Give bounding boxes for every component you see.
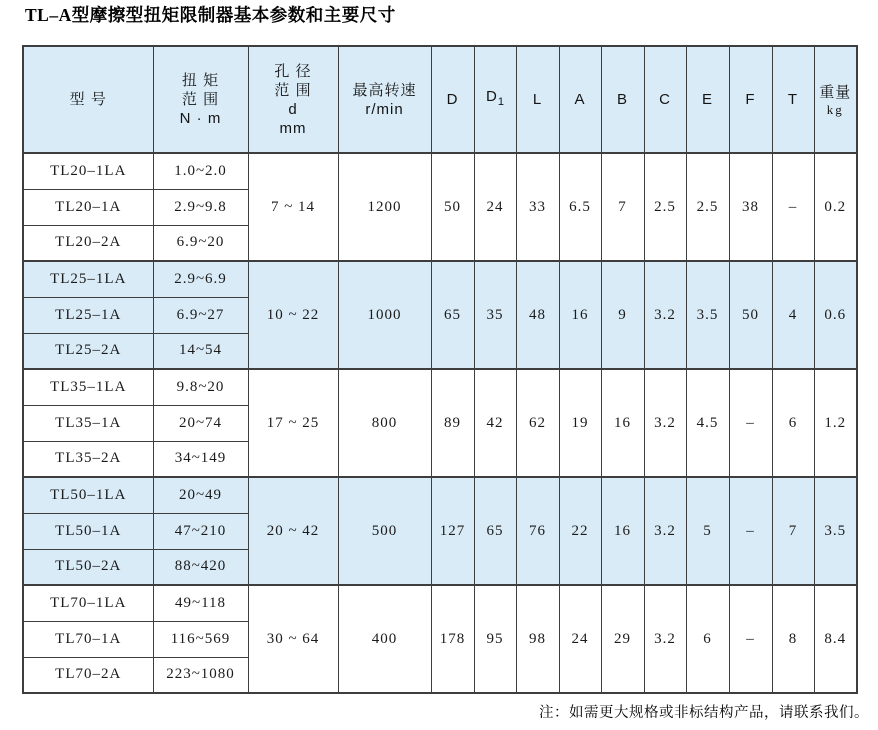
col-header-line: 重量 (819, 83, 852, 101)
speed-cell: 400 (338, 585, 431, 693)
col-header-E (686, 46, 729, 153)
col-header-unit: kg (826, 101, 844, 117)
table-row (23, 585, 857, 621)
col-header-line: T (787, 91, 799, 108)
dim-cell: 22 (559, 477, 601, 585)
torque-cell: 47~210 (153, 513, 248, 549)
torque-cell: 6.9~27 (153, 297, 248, 333)
col-header-B (601, 46, 644, 153)
bore-cell: 7 ~ 14 (248, 153, 338, 261)
col-header-D1 (474, 46, 516, 153)
model-cell: TL20–1LA (23, 153, 153, 189)
model-cell: TL50–1A (23, 513, 153, 549)
col-header-F (729, 46, 772, 153)
col-header-line: 孔 径 (274, 62, 312, 80)
model-cell: TL25–1LA (23, 261, 153, 297)
footnote: 注：如需更大规格或非标结构产品，请联系我们。 (539, 705, 869, 721)
weight-cell: 8.4 (814, 585, 857, 693)
col-header-C (644, 46, 686, 153)
torque-cell: 2.9~6.9 (153, 261, 248, 297)
bore-cell: 30 ~ 64 (248, 585, 338, 693)
col-header-bore (248, 46, 338, 153)
col-header-A (559, 46, 601, 153)
model-cell: TL20–2A (23, 225, 153, 261)
speed-cell: 1000 (338, 261, 431, 369)
torque-cell: 34~149 (153, 441, 248, 477)
spec-table (22, 45, 858, 694)
table-row (23, 477, 857, 513)
dim-cell: 89 (431, 369, 474, 477)
bore-cell: 17 ~ 25 (248, 369, 338, 477)
torque-cell: 14~54 (153, 333, 248, 369)
model-cell: TL25–1A (23, 297, 153, 333)
dim-cell: 178 (431, 585, 474, 693)
model-cell: TL50–2A (23, 549, 153, 585)
torque-cell: 49~118 (153, 585, 248, 621)
dim-cell: 2.5 (644, 153, 686, 261)
dim-cell: 3.2 (644, 261, 686, 369)
weight-cell: 3.5 (814, 477, 857, 585)
model-cell: TL50–1LA (23, 477, 153, 513)
dim-cell: 29 (601, 585, 644, 693)
dim-cell: – (772, 153, 814, 261)
dim-cell: 3.2 (644, 369, 686, 477)
col-header-weight (814, 46, 857, 153)
dim-cell: 3.5 (686, 261, 729, 369)
dim-cell: – (729, 477, 772, 585)
dim-cell: 24 (559, 585, 601, 693)
speed-cell: 1200 (338, 153, 431, 261)
weight-cell: 1.2 (814, 369, 857, 477)
table-row (23, 369, 857, 405)
torque-cell: 6.9~20 (153, 225, 248, 261)
torque-cell: 88~420 (153, 549, 248, 585)
dim-cell: 4 (772, 261, 814, 369)
table-header (23, 46, 857, 153)
dim-cell: 7 (772, 477, 814, 585)
col-header-line: D (446, 91, 459, 108)
dim-cell: 8 (772, 585, 814, 693)
col-header-line: d (288, 100, 298, 118)
dim-cell: 9 (601, 261, 644, 369)
weight-cell: 0.6 (814, 261, 857, 369)
weight-cell: 0.2 (814, 153, 857, 261)
dim-cell: 33 (516, 153, 559, 261)
col-header-speed (338, 46, 431, 153)
torque-cell: 116~569 (153, 621, 248, 657)
dim-cell: 2.5 (686, 153, 729, 261)
torque-cell: 20~74 (153, 405, 248, 441)
col-header-line: B (616, 91, 628, 108)
dim-cell: 5 (686, 477, 729, 585)
dim-cell: 38 (729, 153, 772, 261)
dim-cell: 16 (559, 261, 601, 369)
col-header-T (772, 46, 814, 153)
torque-cell: 1.0~2.0 (153, 153, 248, 189)
col-header-line: 范 围 (181, 91, 220, 108)
table-row (23, 261, 857, 297)
dim-cell: – (729, 585, 772, 693)
dim-cell: 98 (516, 585, 559, 693)
model-cell: TL70–1A (23, 621, 153, 657)
table-body (23, 153, 857, 693)
col-header-line: 范 围 (274, 81, 312, 99)
col-header-D (431, 46, 474, 153)
speed-cell: 800 (338, 369, 431, 477)
dim-cell: 35 (474, 261, 516, 369)
dim-cell: 127 (431, 477, 474, 585)
model-cell: TL25–2A (23, 333, 153, 369)
torque-cell: 2.9~9.8 (153, 189, 248, 225)
speed-cell: 500 (338, 477, 431, 585)
dim-cell: 6 (686, 585, 729, 693)
torque-cell: 9.8~20 (153, 369, 248, 405)
dim-cell: 42 (474, 369, 516, 477)
dim-cell: 6 (772, 369, 814, 477)
model-cell: TL35–1A (23, 405, 153, 441)
dim-cell: 24 (474, 153, 516, 261)
col-header-L (516, 46, 559, 153)
dim-cell: 62 (516, 369, 559, 477)
dim-cell: 3.2 (644, 585, 686, 693)
dim-cell: 65 (474, 477, 516, 585)
dim-cell: 16 (601, 477, 644, 585)
table-row (23, 153, 857, 189)
model-cell: TL35–2A (23, 441, 153, 477)
bore-cell: 10 ~ 22 (248, 261, 338, 369)
col-header-model (23, 46, 153, 153)
model-cell: TL70–2A (23, 657, 153, 693)
dim-cell: 4.5 (686, 369, 729, 477)
dim-cell: 6.5 (559, 153, 601, 261)
col-header-line: r/min (365, 100, 404, 118)
col-header-line: 扭 矩 (181, 72, 220, 89)
col-header-line: A (574, 91, 586, 108)
col-header-line: 型 号 (69, 91, 107, 108)
col-header-line: 最高转速 (352, 81, 417, 99)
dim-cell: 48 (516, 261, 559, 369)
dim-cell: 76 (516, 477, 559, 585)
dim-cell: 95 (474, 585, 516, 693)
dim-cell: 50 (729, 261, 772, 369)
model-cell: TL70–1LA (23, 585, 153, 621)
model-cell: TL35–1LA (23, 369, 153, 405)
torque-cell: 223~1080 (153, 657, 248, 693)
col-header-line: N · m (179, 110, 222, 127)
col-header-line: L (532, 91, 543, 108)
col-header-line: $D_1$ (486, 88, 504, 108)
dim-cell: 19 (559, 369, 601, 477)
dim-cell: 65 (431, 261, 474, 369)
dim-cell: 7 (601, 153, 644, 261)
header-row (23, 46, 857, 153)
page-title: TL–A型摩擦型扭矩限制器基本参数和主要尺寸 (25, 5, 396, 25)
dim-cell: 50 (431, 153, 474, 261)
col-header-subscript: 1 (497, 96, 504, 108)
col-header-line: mm (279, 119, 307, 137)
col-header-torque (153, 46, 248, 153)
dim-cell: 16 (601, 369, 644, 477)
dim-cell: – (729, 369, 772, 477)
col-header-line: C (659, 91, 671, 108)
col-header-line: F (745, 91, 756, 108)
torque-cell: 20~49 (153, 477, 248, 513)
dim-cell: 3.2 (644, 477, 686, 585)
bore-cell: 20 ~ 42 (248, 477, 338, 585)
model-cell: TL20–1A (23, 189, 153, 225)
col-header-line: E (701, 91, 713, 108)
